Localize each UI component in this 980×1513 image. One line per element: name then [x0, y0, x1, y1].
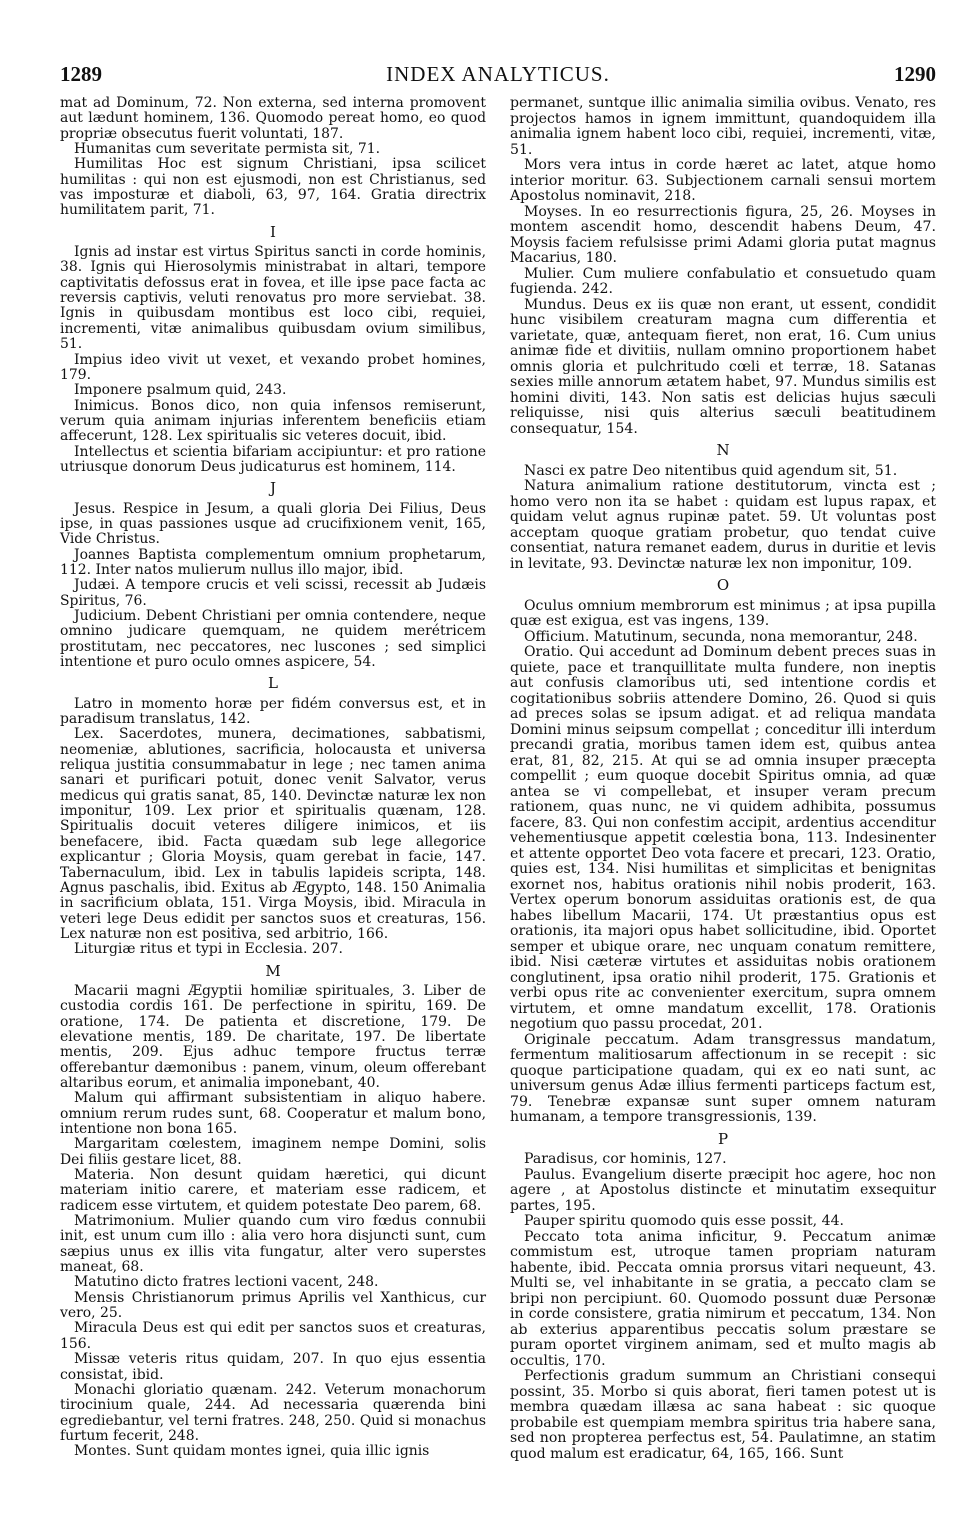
section-letter: O [716, 576, 730, 594]
index-entry: Joannes Baptista complementum omnium prophetarum, 112. Inter natos mulierum nullus illo major, ibid. [60, 546, 486, 578]
index-entry: Judæi. A tempore crucis et veli scissi, recessit ab Judæis Spiritus, 76. [60, 577, 486, 609]
page-header [60, 62, 936, 94]
section-letter: P [717, 1129, 729, 1148]
index-entry: Oratio. Qui accedunt ad Dominum debent preces suas in quiete, pace et tranquillitate multa fundere, non ineptis aut confusis clamoribus uti, sed intentione cordis et cogitationibus sobriis attendere Domino, 26. Quod si quis ad preces solas se ipsum adigat. et ad reliqua mandata Domini minus seipsum compellat ; conceditur illi interdum precandi gratia, moribus tamen idem est, quibus antea erat, 81, 82, 215. At qui se ad omnia insuper præcepta compellit ; eum quoque docebit Spiritus omnia, ad quæ antea se vi compellebat, et insuper veram precum rationem, quas nunc, ne vi quidem adhibita, possumus facere, 83. Qui non confestim accipit, ardentius accenditur vehementiusque appetit cœlestia bona, 113. Indesinenter et attente opportet Deo vota facere et precari, 123. Oratio, quies est, 134. Nisi humilitas et simplicitas et benignitas exornet nos, habitus orationis nihil nobis proderit, 163. Vertex operum bonorum assiduitas orationis est, de qua habes libellum Macarii, 174. Ut præstantius opus est orationis, ita majori opus habet sollicitudine, ibid. Oportet semper et ubique orare, nec unquam conatum remittere, ibid. Nisi cæteræ virtutes et assiduitas nobis orationem conglutinent, ipsa oratio nihil proderit, 175. Grationis et verbi opus rite ac convenienter exercitum, supra omnem virtutem, et omne mandatum excellit, 178. Orationis negotium quo passu procedat, 201. [510, 644, 936, 1032]
index-entry: Mors vera intus in corde hæret ac latet, atque homo interior moritur. 63. Subjectionem carnali sensui mortem Apostolus nominavit, 218. [510, 157, 936, 204]
index-entry: Latro in momento horæ per fidém conversus est, et in paradisum translatus, 142. [60, 695, 486, 728]
index-entry: Inimicus. Bonos dico, non quia infensos remiserunt, verum quia animam injurias inferentem beneficiis etiam affecerunt, 128. Lex spiritualis sic veteres docuit, ibid. [60, 397, 486, 445]
index-entry: Montes. Sunt quidam montes ignei, quia illic ignis [74, 1443, 430, 1460]
index-entry: Officium. Matutinum, secunda, nona memorantur, 248. [524, 628, 918, 645]
index-entry: Natura animalium ratione destitutorum, vincta est ; homo vero non ita se habet : quidam est lupus rapax, et quidam velut agnus rupinæ patet. 59. Ut voluntas post acceptam quoque gratiam probetur, quo tendat cuive consentiat, natura remanet eadem, durus in duritie et levis in levitate, 93. Devinctæ naturæ lex non imponitur, 109. [510, 478, 936, 572]
index-entry: Macarii magni Ægyptii homiliæ spirituales, 3. Liber de custodia cordis 161. De perfectione in spiritu, 169. De oratione, 174. De patienta et discretione, 179. De elevatione mentis, 189. De charitate, 197. De libertate mentis, 209. Ejus adhuc tempore fructus terræ offerebantur dæmonibus : panem, vinum, oleum offerebant altaribus eorum, et animalia imponebant, 40. [60, 982, 486, 1091]
index-entry: Jesus. Respice in Jesum, a quali gloria Dei Filius, Deus ipse, in quas passiones usque ad crucifixionem venit, 165, Vide Christus. [60, 500, 486, 548]
right-page-number: 1290 [894, 62, 936, 86]
index-entry: Paradisus, cor hominis, 127. [524, 1151, 727, 1167]
index-entry: Mulier. Cum muliere confabulatio et consuetudo quam fugienda. 242. [510, 265, 936, 297]
index-entry: Ignis ad instar est virtus Spiritus sancti in corde hominis, 38. Ignis qui Hierosolymis ministrabat in altari, tempore captivitatis defossus erat in fovea, et ille ipse pace facta ac reversis captivis, veluti renovatus pro more serviebat. 38. Ignis in quibusdam montibus est loco cibi, requiei, incrementi, vitæ animalibus quibusdam ovium similibus, 51. [60, 244, 486, 353]
index-entry: Pauper spiritu quomodo quis esse possit, 44. [524, 1213, 845, 1229]
index-entry: Intellectus et scientia bifariam accipiuntur: et pro ratione utriusque donorum Deus judicaturus est hominem, 114. [60, 443, 486, 475]
index-entry: Nasci ex patre Deo nitentibus quid agendum sit, 51. [524, 462, 898, 479]
two-column-body [60, 96, 936, 1462]
index-entry: Originale peccatum. Adam transgressus mandatum, fermentum malitiosarum affectionum in se recepit : sic quoque participatione quadam, qui ex eo nati sunt, ac universum genus Adæ illius fermenti particeps factum est, 79. Tenebræ expansæ sunt super omnem naturam humanam, a tempore transgressionis, 139. [510, 1031, 936, 1125]
running-title: INDEX ANALYTICUS. [386, 62, 610, 86]
index-entry: Perfectionis gradum summum an Christiani consequi possint, 35. Morbo si quis aborat, fieri tamen potest ut is membra quædam illæsa ac sana habeat : sic quoque probabile est quempiam membra spiritus tria habere sana, sed non propterea perfectus est, 54. Paulatimne, an statim quod malum est eradicatur, 64, 165, 166. Sunt [510, 1368, 936, 1462]
section-letter: I [270, 222, 276, 241]
index-entry: Peccato tota anima inficitur, 9. Peccatum animæ commistum est, utroque tamen propriam naturam habente, ibid. Peccata omnia prorsus vitari nequeunt, 43. Multi se, vel inhabitante in se gratia, a peccato clam se bripi non percipiunt. 60. Quomodo possunt duæ Personæ in corde consistere, gratia nimirum et peccatum, 134. Non ab exterius apparentibus peccatis solum præstare se puram oportet virginem animam, sed et multo magis ab occultis, 170. [510, 1228, 936, 1369]
left-page-number: 1289 [60, 62, 102, 86]
index-entry: Liturgiæ ritus et typi in Ecclesia. 207. [74, 941, 343, 958]
index-entry: Lex. Sacerdotes, munera, decimationes, sabbatismi, neomeniæ, ablutiones, sacrificia, holocausta et universa reliqua justitia consummabatur in lege ; nec tamen anima sanari et purificari potuit, donec venit Salvator, verus medicus qui gratis sanat, 85, 140. Devinctæ naturæ lex non imponitur, 109. Lex prior et spiritualis quænam, 128. Spiritualis docuit veteres diligere inimicos, et iis benefacere, ibid. Facta quædam sub lege allegorice explicantur ; Gloria Moysis, quam gerebat in facie, 147. Tabernaculum, ibid. Lex in tabulis lapideis scripta, 148. Agnus paschalis, ibid. Exitus ab Ægypto, 148. 150 Animalia in sacrificium oblata, 151. Virga Moysis, ibid. Miracula in veteri lege Deus edidit per sanctos suos et creaturas, 156. Lex naturæ non est positiva, sed arbitrio, 166. [60, 726, 486, 942]
index-entry: Matutino dicto fratres lectioni vacent, 248. [74, 1274, 379, 1291]
index-entry: Miracula Deus est qui edit per sanctos suos et creaturas, 156. [60, 1320, 486, 1352]
section-letter: J [269, 479, 276, 498]
index-entry: Mensis Christianorum primus Aprilis vel Xanthicus, cur vero, 25. [60, 1289, 486, 1322]
section-letter: L [268, 674, 278, 693]
left-column [60, 96, 486, 1462]
index-entry: Judicium. Debent Christiani per omnia contendere, neque omnino judicare quemquam, ne quidem merétricem prostitutam, nec peccatores, nec luscones ; sed simplici intentione et puro oculo omnes aspicere, 54. [60, 608, 486, 671]
index-entry: Moyses. In eo resurrectionis figura, 25, 26. Moyses in montem ascendit homo, descendit habens Deum, 47. Moysis faciem refulsisse primi Adami gloria putat magnus Macarius, 180. [510, 203, 936, 266]
section-letter: N [716, 441, 730, 459]
index-entry: Missæ veteris ritus quidam, 207. In quo ejus essentia consistat, ibid. [60, 1351, 486, 1383]
section-letter: M [265, 961, 281, 980]
index-entry: Imponere psalmum quid, 243. [74, 382, 287, 399]
index-entry: mat ad Dominum, 72. Non externa, sed interna promovent aut lædunt hominem, 136. Quomodo pereat homo, eo quod propriæ obsecutus fuerit voluntati, 187. [60, 95, 486, 142]
index-entry: Malum qui affirmant subsistentiam in aliquo habere. omnium rerum rudes sunt, 68. Cooperatur et malum bono, intentione non bona 165. [60, 1090, 486, 1137]
right-column [510, 96, 936, 1462]
index-entry: Humilitas Hoc est signum Christiani, ipsa scilicet humilitas : qui non est ejusmodi, non est Christianus, sed vas imposturæ et diaboli, 63, 97, 164. Gratia directrix humilitatem parit, 71. [60, 156, 486, 219]
index-entry: Impius ideo vivit ut vexet, et vexando probet homines, 179. [60, 351, 486, 383]
index-entry: Mundus. Deus ex iis quæ non erant, ut essent, condidit hunc visibilem creaturam magna cum differentia et varietate, quæ, antequam fieret, non erat, 16. Cum unius animæ fide et divitiis, nullam omnino proportionem habet omnis gloria et pulchritudo cœli et terræ, 18. Satanas sexies mille annorum ætatem habet, 97. Mundus similis est homini diviti, 143. Non satis est delicias hujus sæculi reliquisse, nisi quis alterius sæculi beatitudinem consequatur, 154. [510, 296, 936, 437]
index-entry: Margaritam cœlestem, imaginem nempe Domini, solis Dei filiis gestare licet, 88. [60, 1136, 486, 1168]
index-entry: Humanitas cum severitate permista sit, 71. [74, 141, 381, 158]
index-entry: Oculus omnium membrorum est minimus ; at ipsa pupilla quæ est exigua, est vas ingens, 139. [510, 597, 936, 629]
index-entry: Matrimonium. Mulier quando cum viro fœdus connubii init, est unum cum illo : alia vero hora disjuncti sunt, cum sæpius unus ex illis vita fungatur, alter vero superstes maneat, 68. [60, 1213, 486, 1276]
index-entry: permanet, suntque illic animalia similia ovibus. Venato, res projectos hamos in ignem immittunt, quandoquidem illa animalia ignem habent loco cibi, requiei, incrementi, vitæ, 51. [510, 95, 936, 158]
index-entry: Monachi gloriatio quænam. 242. Veterum monachorum tirocinium quale, 244. Ad necessaria quærenda bini egrediebantur, vel terni fratres. 248, 250. Quid si monachus furtum fecerit, 248. [60, 1381, 486, 1444]
index-entry: Materia. Non desunt quidam hæretici, qui dicunt materiam initio carere, et materiam esse radicem, et radicem esse virtutem, et quidem potestate Deo parem, 68. [60, 1167, 486, 1214]
index-entry: Paulus. Evangelium diserte præcipit hoc agere, hoc non agere , at Apostolus distincte et minutatim exsequitur partes, 195. [510, 1166, 936, 1214]
